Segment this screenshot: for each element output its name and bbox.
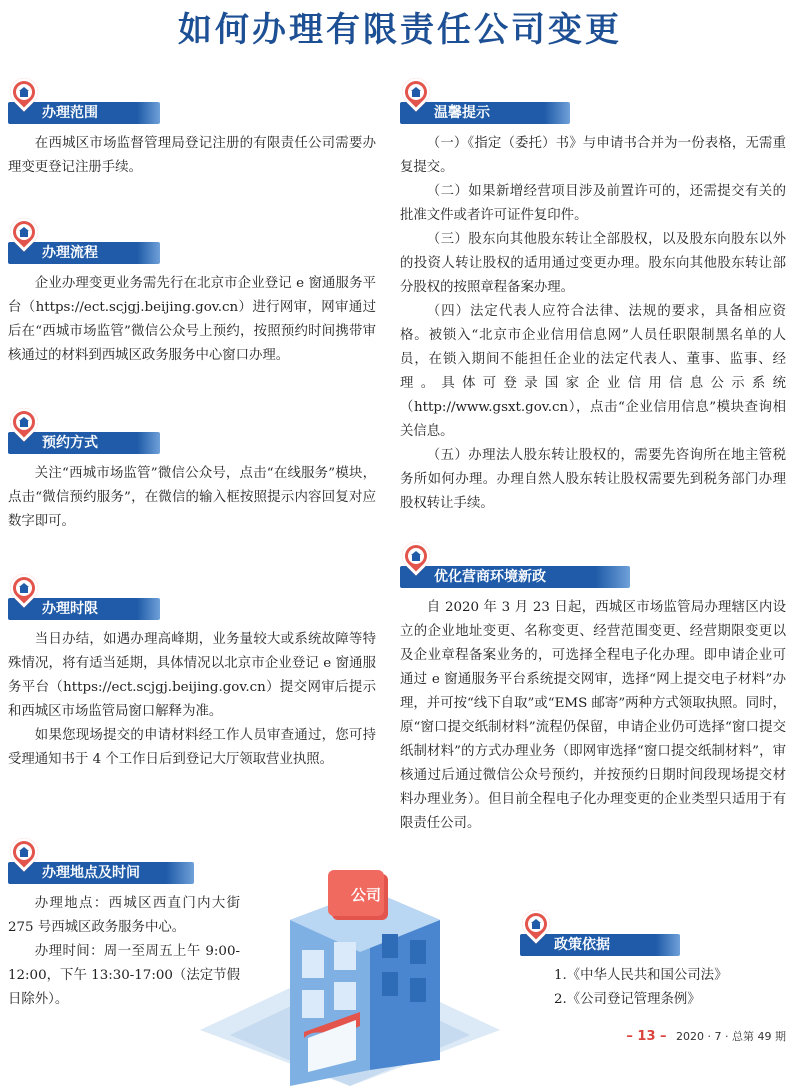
section-header: [8, 422, 160, 452]
page-number: – 13 –: [626, 1029, 667, 1044]
section-title: 办理地点及时间: [42, 865, 140, 881]
section-booking: [8, 422, 376, 534]
paragraph: （五）办理法人股东转让股权的，需要先咨询所在地主管税务所如何办理。办理自然人股东转让股权需要先到税务部门办理股权转让手续。: [400, 448, 786, 511]
section-title: 政策依据: [554, 937, 610, 953]
paragraph: 企业办理变更业务需先行在北京市企业登记 e 窗通服务平台（https://ect.scjgj.beijing.gov.cn）进行网审，网审通过后在“西城市场监管”微信公众号上预约，按照预约时间携带审核通过的材料到西城区政务服务中心窗口办理。: [8, 276, 376, 363]
section-body: [8, 462, 376, 534]
section-tips: [400, 92, 786, 516]
section-body: [8, 628, 376, 772]
section-basis: [520, 924, 786, 1012]
section-title: 办理时限: [42, 601, 98, 617]
section-body: [8, 272, 376, 368]
section-header: [8, 588, 160, 618]
section-body: [8, 132, 376, 180]
section-header: [8, 92, 160, 122]
section-body: [400, 596, 786, 836]
section-title: 办理范围: [42, 105, 98, 121]
section-title: 优化营商环境新政: [434, 569, 546, 585]
paragraph: （二）如果新增经营项目涉及前置许可的，还需提交有关的批准文件或者许可证件复印件。: [400, 184, 786, 223]
section-policy: [400, 556, 786, 836]
section-body: [400, 132, 786, 516]
building-sign: 公司: [350, 886, 381, 904]
section-header: [520, 924, 680, 954]
list-item: 1.《中华人民共和国公司法》: [554, 968, 728, 983]
paragraph: 在西城区市场监督管理局登记注册的有限责任公司需要办理变更登记注册手续。: [8, 136, 376, 175]
section-title: 预约方式: [42, 435, 98, 451]
paragraph: 办理时间：周一至周五上午 9:00-12:00，下午 13:30-17:00（法定节假日除外）。: [8, 944, 240, 1007]
paragraph: （四）法定代表人应符合法律、法规的要求，具备相应资格。被锁入“北京市企业信用信息网”人员任职限制黑名单的人员，在锁入期间不能担任企业的法定代表人、董事、监事、经理。具体可登录国家企业信用信息公示系统（http://www.gsxt.gov.cn），点击“企业信用信息”模块查询相关信息。: [400, 304, 786, 439]
section-timelimit: [8, 588, 376, 772]
list-item: 2.《公司登记管理条例》: [554, 992, 701, 1007]
section-header: [400, 92, 570, 122]
paragraph: 自 2020 年 3 月 23 日起，西城区市场监管局办理辖区内设立的企业地址变更、名称变更、经营范围变更、经营期限变更以及企业章程备案业务的，可选择全程电子化办理。即申请企业可通过 e 窗通服务平台系统提交网审，选择“网上提交电子材料”办理，并可按“线下自取”或“EMS 邮寄”两种方式领取执照。同时，原“窗口提交纸制材料”流程仍保留，申请企业仍可选择“窗口提交纸制材料”的方式办理业务（即网审选择“窗口提交纸制材料”，审核通过后通过微信公众号预约，并按预约日期时间段现场提交材料办理业务）。但目前全程电子化办理变更的企业类型只适用于有限责任公司。: [400, 600, 786, 831]
section-scope: [8, 92, 376, 180]
paragraph: 关注“西城市场监管”微信公众号，点击“在线服务”模块，点击“微信预约服务”，在微信的输入框按照提示内容回复对应数字即可。: [8, 466, 376, 529]
page-footer: [626, 1028, 786, 1044]
section-header: [8, 852, 194, 882]
section-header: [8, 232, 160, 262]
section-header: [400, 556, 630, 586]
section-body: [520, 964, 786, 1012]
issue-info: 2020 · 7 · 总第 49 期: [676, 1030, 786, 1043]
section-title: 温馨提示: [434, 105, 490, 121]
section-title: 办理流程: [42, 245, 98, 261]
paragraph: 当日办结，如遇办理高峰期，业务量较大或系统故障等特殊情况，将有适当延期，具体情况以北京市企业登记 e 窗通服务平台（https://ect.scjgj.beijing.gov.cn）提交网审后提示和西城区市场监管局窗口解释为准。: [8, 632, 376, 719]
paragraph: （一）《指定（委托）书》与申请书合并为一份表格，无需重复提交。: [400, 136, 786, 175]
paragraph: 办理地点：西城区西直门内大街 275 号西城区政务服务中心。: [8, 896, 240, 935]
page-title: 如何办理有限责任公司变更: [178, 10, 622, 50]
paragraph: 如果您现场提交的申请材料经工作人员审查通过，您可持受理通知书于 4 个工作日后到登记大厅领取营业执照。: [8, 728, 376, 767]
section-process: [8, 232, 376, 368]
paragraph: （三）股东向其他股东转让全部股权，以及股东向股东以外的投资人转让股权的适用通过变更办理。股东向其他股东转让部分股权的按照章程备案办理。: [400, 232, 786, 295]
